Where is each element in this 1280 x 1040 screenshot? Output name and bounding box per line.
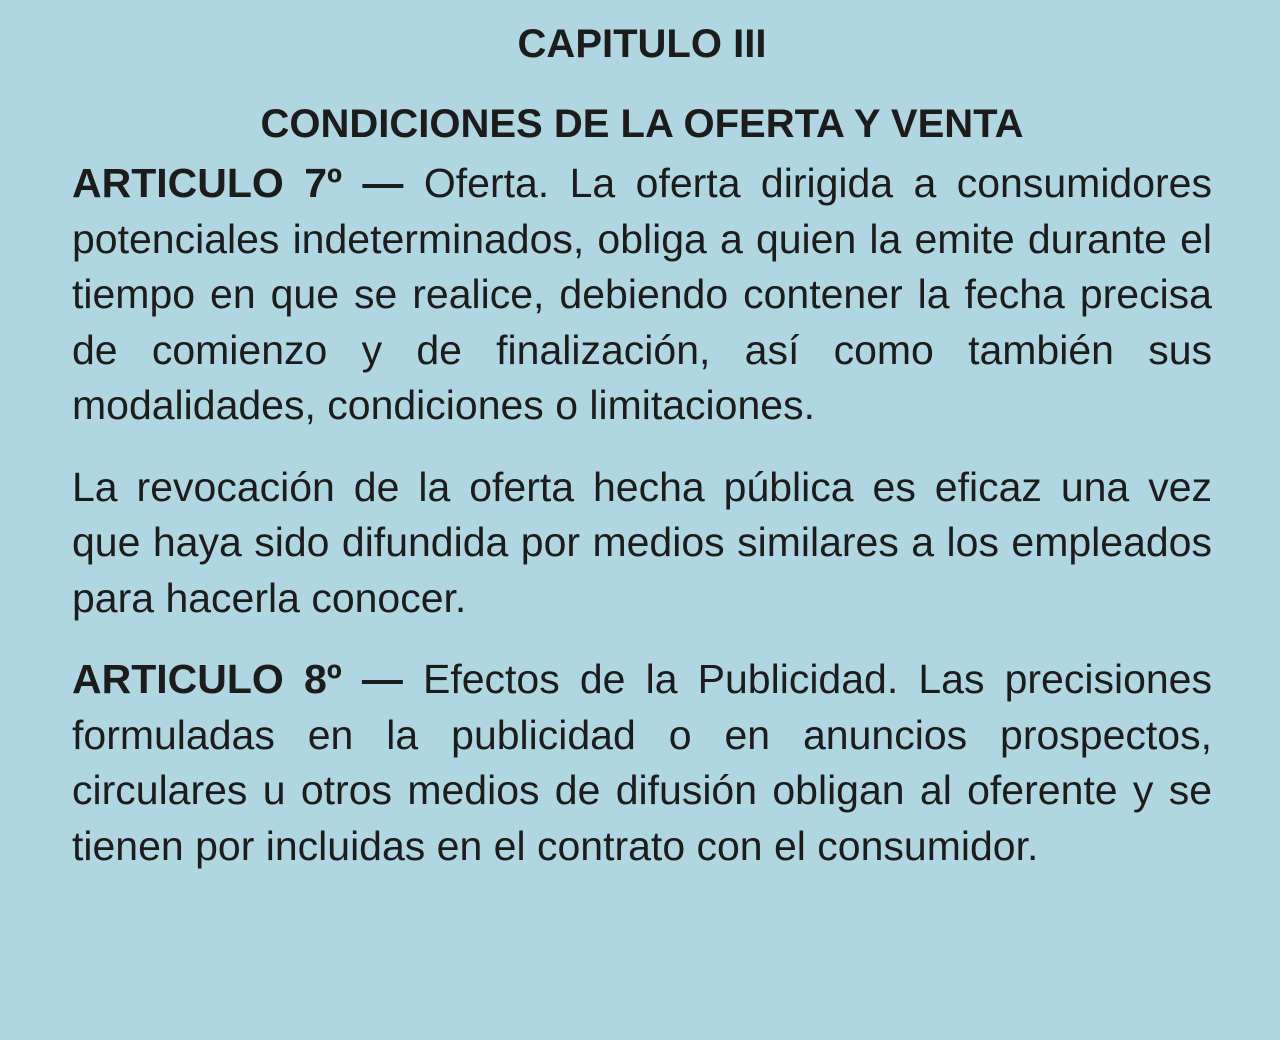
chapter-title: CAPITULO III: [517, 22, 767, 66]
article-7-heading: ARTICULO 7º —: [72, 160, 404, 206]
article-8-heading: ARTICULO 8º —: [72, 656, 403, 702]
article-7-revocation-paragraph: La revocación de la oferta hecha pública es eficaz una vez que haya sido difundida por medios similares a los empleados para hacerla conocer.: [72, 463, 1212, 621]
article-8-body: Efectos de la Publicidad. Las precisiones formuladas en la publicidad o en anuncios prospectos, circulares u otros medios de difusión obligan al oferente y se tienen por incluidas en el contrato con el consumidor.: [72, 656, 1212, 869]
article-8-paragraph: [72, 652, 1212, 874]
article-7-paragraph: [72, 156, 1212, 434]
chapter-subtitle: CONDICIONES DE LA OFERTA Y VENTA: [260, 102, 1024, 146]
article-7-body: Oferta. La oferta dirigida a consumidores potenciales indeterminados, obliga a quien la emite durante el tiempo en que se realice, debiendo contener la fecha precisa de comienzo y de finalización, así como también sus modalidades, condiciones o limitaciones.: [72, 160, 1212, 428]
